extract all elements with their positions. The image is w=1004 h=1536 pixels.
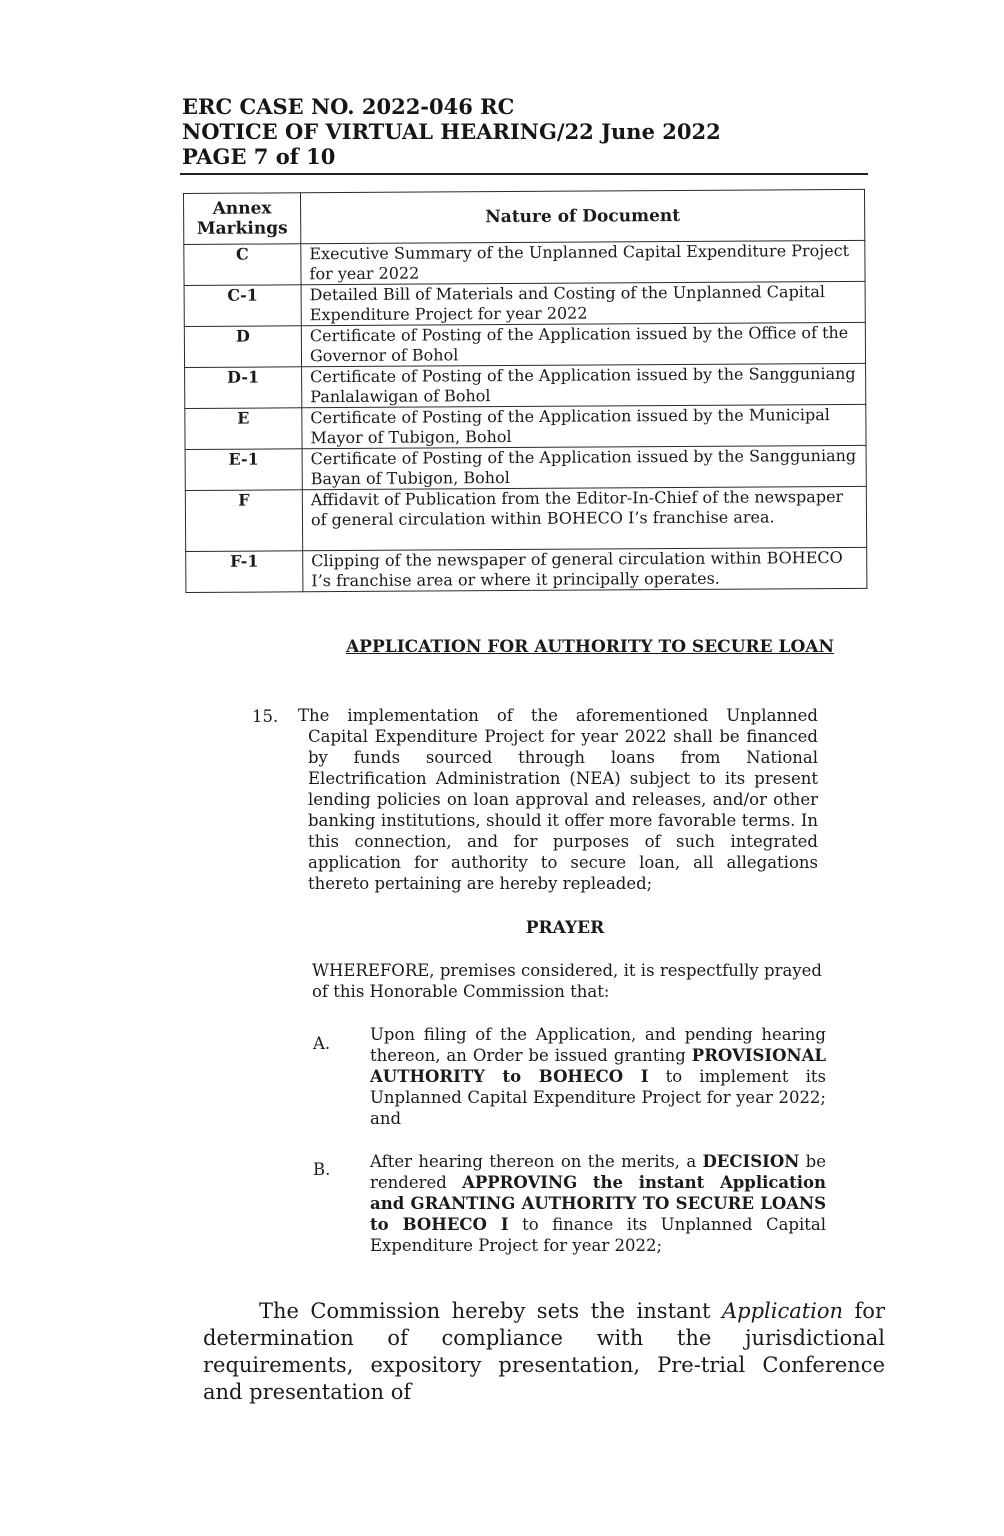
item-a-bold: PROVISIONAL AUTHORITY to BOHECO I	[370, 1046, 826, 1086]
item-b-bold: APPROVING the instant Application and GRANTING AUTHORITY TO SECURE LOANS to BOHECO I	[370, 1173, 826, 1234]
table-row	[184, 240, 865, 285]
annex-mark: C-1	[184, 285, 301, 327]
document-description: Certificate of Posting of the Application issued by the Municipal Mayor of Tubigon, Bohol	[302, 404, 866, 448]
item-a-text-end: to implement its Unplanned Capital Expenditure Project for year 2022; and	[370, 1067, 827, 1128]
annex-mark: E	[185, 408, 302, 450]
case-number: ERC CASE NO. 2022-046 RC	[182, 94, 515, 119]
nature-of-document-header: Nature of Document	[301, 189, 865, 243]
table-row	[185, 363, 866, 408]
annex-mark: D	[184, 326, 301, 368]
document-description: Certificate of Posting of the Application issued by the Office of the Governor of Bohol	[301, 322, 865, 366]
table-row	[185, 486, 866, 551]
annex-mark: E-1	[185, 449, 302, 491]
table-row	[185, 404, 866, 449]
prayer-item-b	[370, 1151, 826, 1256]
item-b-text-end: to finance its Unplanned Capital Expenditure Project for year 2022;	[370, 1215, 826, 1255]
table-row	[186, 547, 867, 592]
annex-mark: F-1	[186, 551, 303, 593]
item-b-letter: B.	[313, 1160, 331, 1179]
annex-mark: D-1	[185, 367, 302, 409]
header-rule	[180, 173, 868, 175]
closing-text: The Commission hereby sets the instant	[259, 1299, 722, 1323]
table-row	[184, 281, 865, 326]
annex-mark: C	[184, 244, 301, 286]
paragraph-number: 15.	[252, 707, 279, 726]
document-description: Clipping of the newspaper of general circulation within BOHECO I’s franchise area or where it principally operates.	[303, 547, 867, 591]
prayer-intro: WHEREFORE, premises considered, it is respectfully prayed of this Honorable Commission that:	[312, 961, 822, 1001]
document-description: Affidavit of Publication from the Editor-In-Chief of the newspaper of general circulation within BOHECO I’s franchise area.	[302, 486, 866, 550]
table-header-row	[184, 189, 865, 244]
item-a-letter: A.	[313, 1034, 331, 1053]
item-b-text: After hearing thereon on the merits, a	[370, 1152, 703, 1171]
section-title: APPLICATION FOR AUTHORITY TO SECURE LOAN	[345, 637, 835, 657]
closing-application: Application	[721, 1299, 844, 1323]
item-b-decision: DECISION	[702, 1152, 800, 1171]
prayer-title: PRAYER	[525, 918, 605, 938]
document-description: Executive Summary of the Unplanned Capital Expenditure Project for year 2022	[301, 240, 865, 284]
item-a-text: Upon filing of the Application, and pending hearing thereon, an Order be issued granting	[370, 1025, 826, 1065]
annex-table	[183, 189, 867, 593]
annex-mark: F	[185, 490, 302, 552]
closing-paragraph	[203, 1298, 885, 1406]
closing-text-end: for determination of compliance with the jurisdictional requirements, expository presentation, Pre-trial Conference and presentation of	[203, 1299, 885, 1404]
document-description: Certificate of Posting of the Application issued by the Sangguniang Bayan of Tubigon, Bohol	[302, 445, 866, 489]
document-description: Detailed Bill of Materials and Costing of the Unplanned Capital Expenditure Project for year 2022	[301, 281, 865, 325]
document-description: Certificate of Posting of the Application issued by the Sangguniang Panlalawigan of Bohol	[302, 363, 866, 407]
notice-title: NOTICE OF VIRTUAL HEARING/22 June 2022	[182, 119, 721, 144]
paragraph-15: The implementation of the aforementioned Unplanned Capital Expenditure Project for year 2022 shall be financed by funds sourced through loans from National Electrification Administration (NEA) subject to its present lending policies on loan approval and releases, and/or other banking institutions, should it offer more favorable terms. In this connection, and for purposes of such integrated application for authority to secure loan, all allegations thereto pertaining are hereby repleaded;	[298, 706, 818, 893]
prayer-item-a	[370, 1024, 826, 1129]
page-number: PAGE 7 of 10	[182, 144, 336, 169]
table-row	[185, 445, 866, 490]
table-row	[184, 322, 865, 367]
annex-markings-header: Annex Markings	[184, 193, 301, 245]
document-header	[182, 94, 868, 169]
item-b-text-mid: be rendered	[370, 1152, 826, 1192]
